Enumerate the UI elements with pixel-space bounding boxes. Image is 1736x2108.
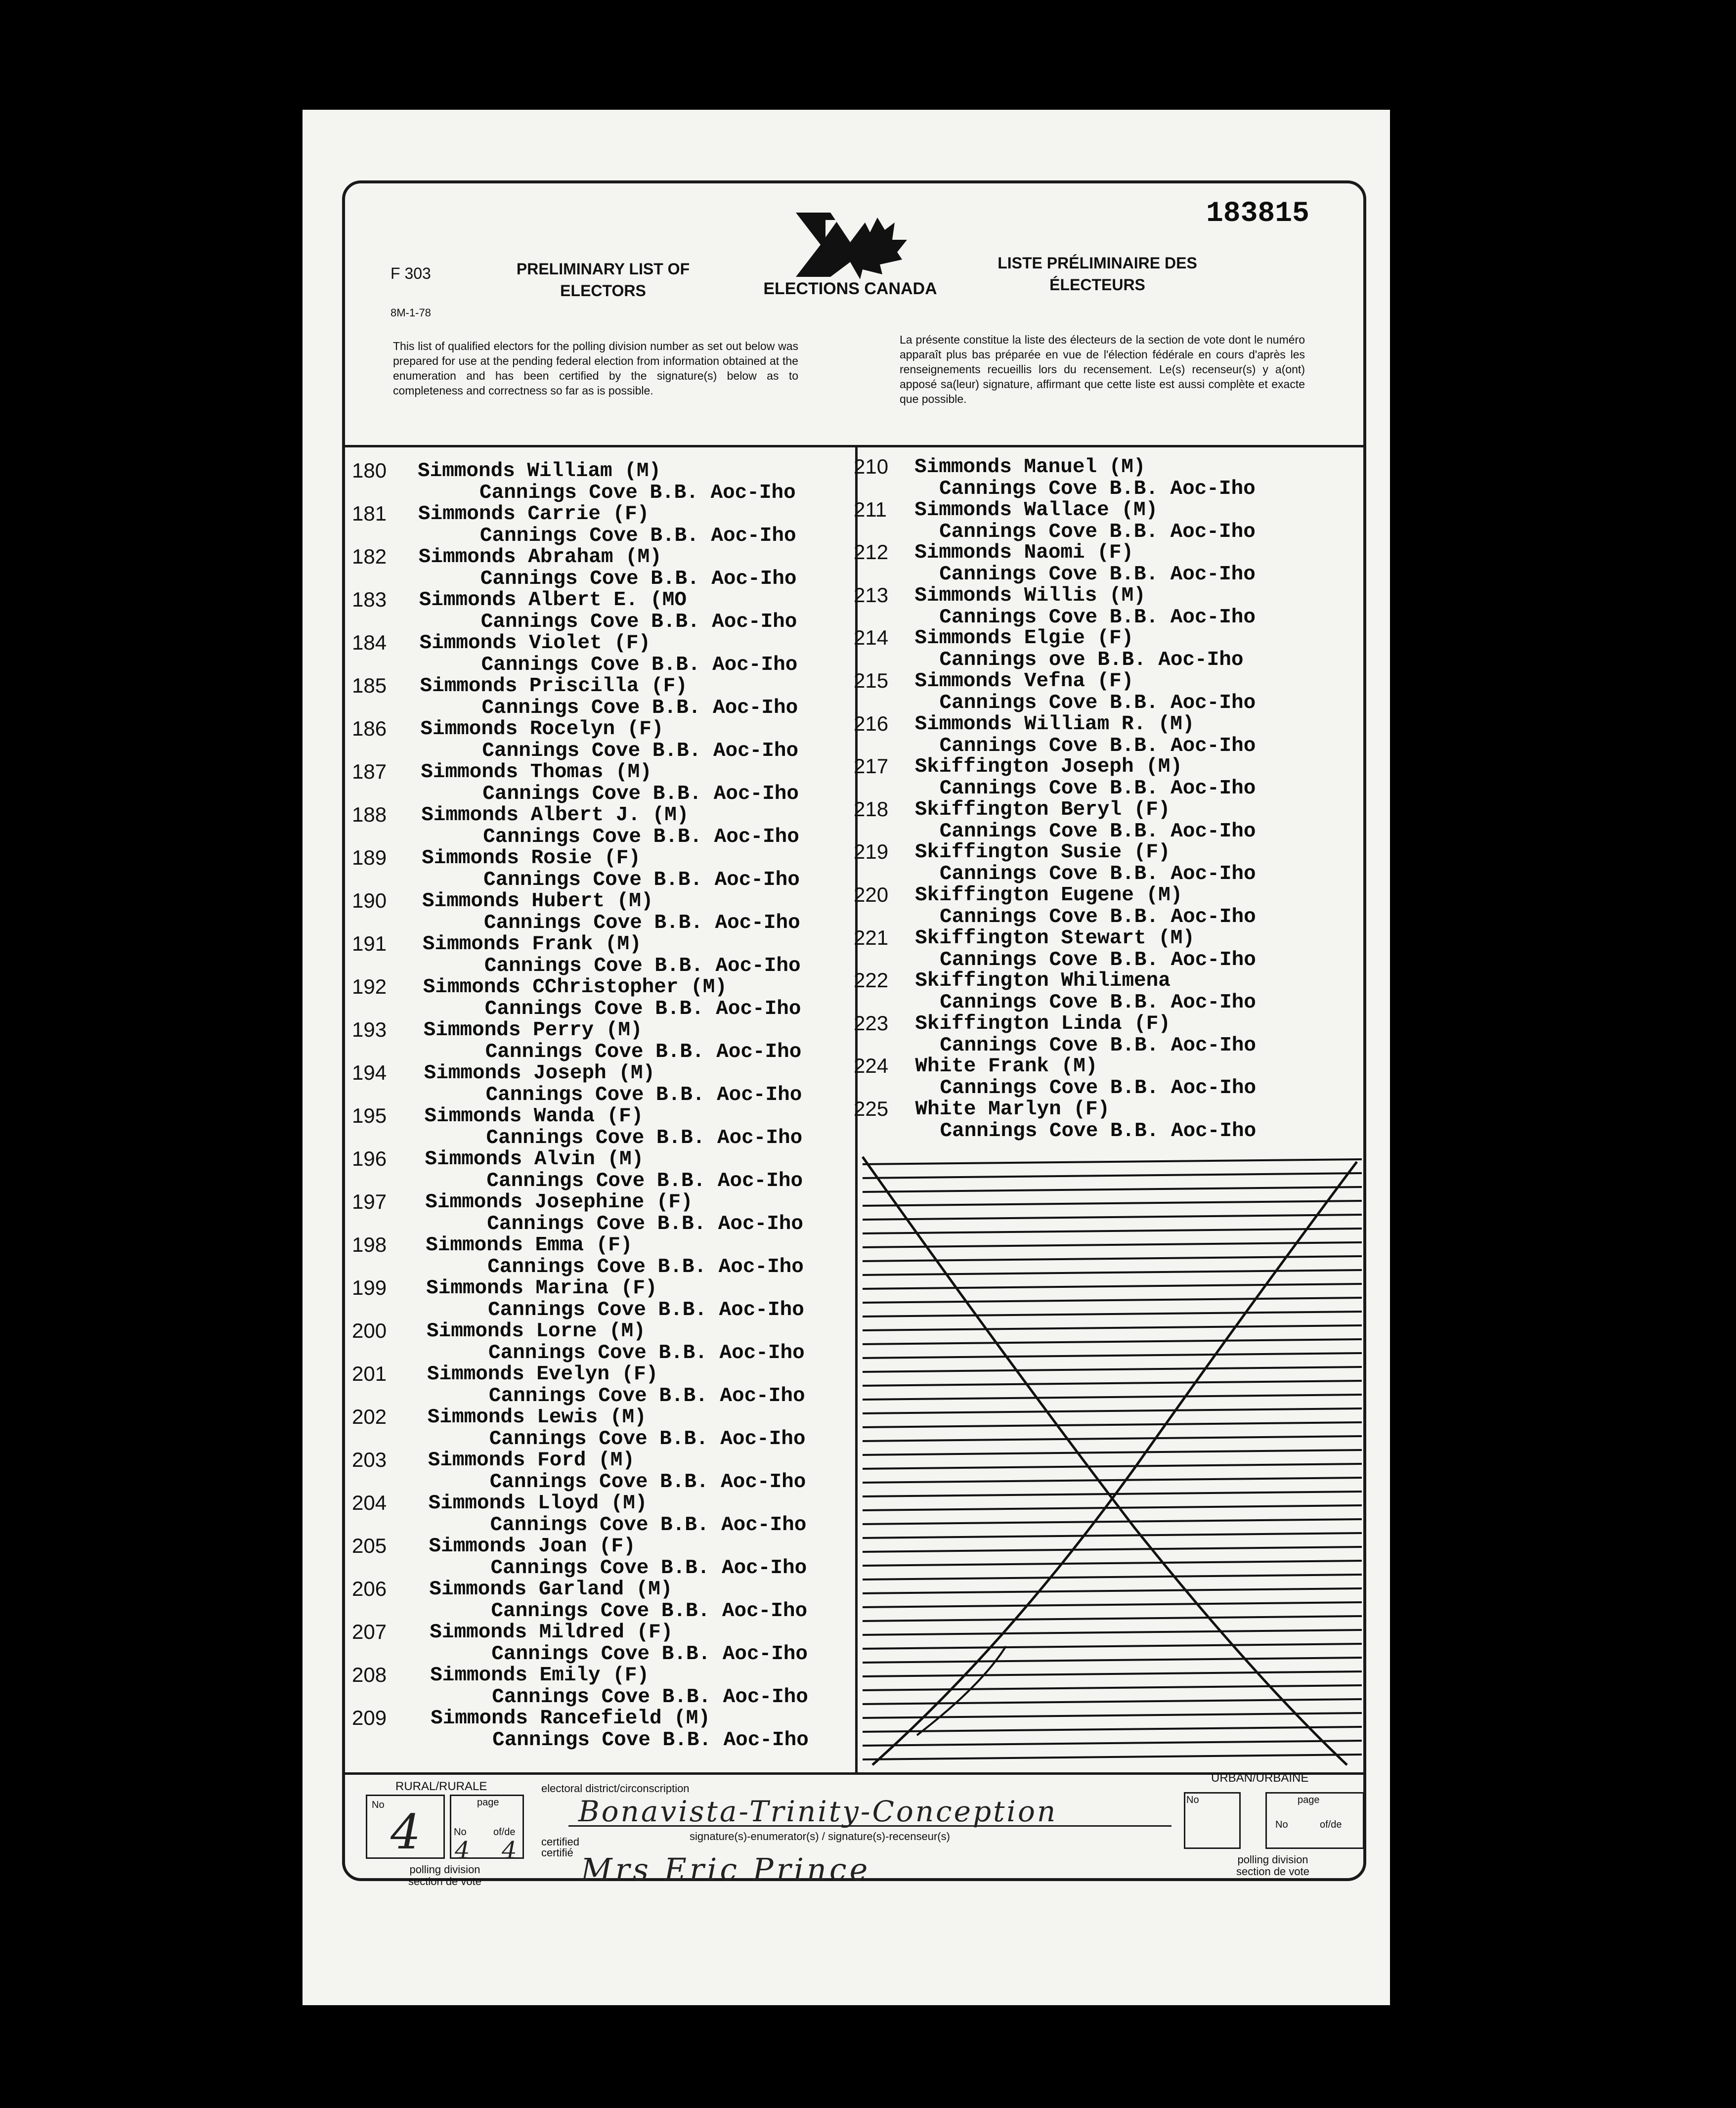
entry-number: 202 <box>352 1405 387 1428</box>
elector-address: Cannings Cove B.B. Aoc-Iho <box>490 1514 807 1537</box>
elector-address: Cannings Cove B.B. Aoc-Iho <box>488 1342 805 1364</box>
elector-name: Simmonds Wanda (F) <box>424 1105 644 1128</box>
urban-label: URBAN/URBAINE <box>1211 1771 1309 1785</box>
urban-page-no-label: No <box>1275 1819 1288 1830</box>
elector-name: Simmonds Emma (F) <box>426 1234 633 1257</box>
elector-name: Skiffington Beryl (F) <box>914 798 1171 821</box>
district-label: electoral district/circonscription <box>541 1782 690 1795</box>
entry-number: 214 <box>854 626 889 650</box>
polling-label-left: polling division section de vote <box>408 1863 481 1888</box>
entry-number: 184 <box>352 631 387 654</box>
cancelled-blank-area <box>858 1152 1367 1772</box>
elector-address: Cannings Cove B.B. Aoc-Iho <box>940 1034 1257 1057</box>
elector-name: Simmonds Frank (M) <box>422 933 642 956</box>
elector-address: Cannings Cove B.B. Aoc-Iho <box>488 1385 805 1407</box>
entry-number: 219 <box>854 840 889 864</box>
elector-address: Cannings Cove B.B. Aoc-Iho <box>482 783 799 805</box>
elector-address: Cannings Cove B.B. Aoc-Iho <box>484 955 801 977</box>
page-of-label: of/de <box>493 1827 516 1838</box>
elector-name: Simmonds Ford (M) <box>428 1449 635 1472</box>
elector-address: Cannings Cove B.B. Aoc-Iho <box>491 1600 808 1623</box>
entry-number: 216 <box>854 711 889 735</box>
elector-address: Cannings Cove B.B. Aoc-Iho <box>482 740 799 762</box>
header-divider <box>345 445 1363 447</box>
entry-number: 212 <box>854 540 889 564</box>
elector-address: Cannings Cove B.B. Aoc-Iho <box>492 1729 809 1752</box>
elector-address: Cannings Cove B.B. Aoc-Iho <box>940 991 1256 1014</box>
elector-address: Cannings Cove B.B. Aoc-Iho <box>484 912 800 934</box>
entry-number: 191 <box>352 932 387 955</box>
entry-number: 211 <box>854 497 887 521</box>
entry-number: 213 <box>854 583 889 607</box>
elector-address: Cannings Cove B.B. Aoc-Iho <box>939 820 1256 843</box>
title-en: PRELIMINARY LIST OF ELECTORS <box>516 260 690 300</box>
elector-name: Simmonds Abraham (M) <box>418 546 662 569</box>
polling-number: 4 <box>391 1804 421 1860</box>
elector-address: Cannings Cove B.B. Aoc-Iho <box>939 863 1256 886</box>
urban-page-label: page <box>1298 1795 1320 1805</box>
elector-address: Cannings Cove B.B. Aoc-Iho <box>939 478 1256 500</box>
serial-number: 183815 <box>1206 198 1309 230</box>
entry-number: 207 <box>352 1620 387 1643</box>
elector-name: Simmonds Joan (F) <box>429 1535 636 1558</box>
elector-address: Cannings Cove B.B. Aoc-Iho <box>479 482 796 504</box>
entry-number: 197 <box>352 1190 387 1213</box>
entry-number: 187 <box>352 760 387 783</box>
entry-number: 195 <box>352 1104 387 1127</box>
elector-name: Simmonds Elgie (F) <box>914 627 1134 650</box>
elector-address: Cannings Cove B.B. Aoc-Iho <box>479 525 796 547</box>
elector-address: Cannings Cove B.B. Aoc-Iho <box>480 611 797 633</box>
entry-number: 183 <box>352 588 387 611</box>
page-label: page <box>477 1797 499 1808</box>
entry-number: 189 <box>352 846 387 869</box>
entry-number: 186 <box>352 717 387 740</box>
elector-address: Cannings Cove B.B. Aoc-Iho <box>492 1686 808 1709</box>
elector-name: Simmonds Josephine (F) <box>425 1191 693 1214</box>
entry-number: 203 <box>352 1448 387 1471</box>
elector-address: Cannings Cove B.B. Aoc-Iho <box>486 1127 803 1149</box>
elector-address: Cannings Cove B.B. Aoc-Iho <box>939 692 1256 714</box>
page-total: 4 <box>502 1837 517 1864</box>
entry-number: 209 <box>352 1706 387 1729</box>
urban-page-of-label: of/de <box>1320 1819 1342 1830</box>
entry-number: 224 <box>854 1054 889 1078</box>
elector-name: Simmonds Mildred (F) <box>430 1621 673 1644</box>
elector-address: Cannings Cove B.B. Aoc-Iho <box>939 520 1256 543</box>
entry-number: 193 <box>352 1018 387 1041</box>
elector-address: Cannings Cove B.B. Aoc-Iho <box>939 734 1256 757</box>
elector-address: Cannings Cove B.B. Aoc-Iho <box>487 1256 804 1278</box>
title-fr: LISTE PRÉLIMINAIRE DES ÉLECTEURS <box>998 254 1197 294</box>
entry-number: 218 <box>854 797 889 821</box>
elector-name: White Marlyn (F) <box>915 1098 1110 1121</box>
elector-name: Simmonds Lewis (M) <box>427 1406 647 1429</box>
entry-number: 220 <box>854 883 889 906</box>
elector-name: Simmonds Priscilla (F) <box>420 675 688 698</box>
elector-address: Cannings Cove B.B. Aoc-Iho <box>485 1084 802 1106</box>
elector-name: Simmonds Emily (F) <box>430 1664 650 1687</box>
elector-address: Cannings Cove B.B. Aoc-Iho <box>488 1299 804 1321</box>
elector-address: Cannings ove B.B. Aoc-Iho <box>939 649 1244 672</box>
entry-number: 205 <box>352 1534 387 1557</box>
page-no-label: No <box>454 1827 467 1838</box>
entry-number: 200 <box>352 1319 387 1342</box>
elector-address: Cannings Cove B.B. Aoc-Iho <box>489 1471 806 1493</box>
entry-number: 198 <box>352 1233 387 1256</box>
elector-name: Simmonds Rocelyn (F) <box>420 718 664 741</box>
elector-address: Cannings Cove B.B. Aoc-Iho <box>486 1170 803 1192</box>
elector-name: Simmonds Garland (M) <box>429 1578 673 1601</box>
elector-name: Simmonds Carrie (F) <box>418 503 650 526</box>
elector-address: Cannings Cove B.B. Aoc-Iho <box>489 1428 806 1450</box>
elector-address: Cannings Cove B.B. Aoc-Iho <box>484 998 801 1020</box>
entry-number: 215 <box>854 669 889 692</box>
entry-number: 223 <box>854 1011 889 1035</box>
elector-name: Simmonds Evelyn (F) <box>427 1363 658 1386</box>
elector-name: Simmonds Alvin (M) <box>425 1148 644 1171</box>
entry-number: 225 <box>854 1097 889 1120</box>
footer-divider <box>345 1772 1363 1775</box>
elector-name: Skiffington Stewart (M) <box>915 926 1195 950</box>
urban-no-label: No <box>1186 1795 1199 1805</box>
notice-fr: La présente constitue la liste des électeurs de la section de vote dont le numéro apparaît plus bas préparée en vue de l'élection fédérale en cours d'après les renseignements recueillis lors du recensement. Le(s) recenseur(s) y a(ont) apposé sa(leur) signature, affirmant que cette liste est aussi complète et exacte que possible. <box>900 333 1305 405</box>
elector-name: Simmonds William R. (M) <box>914 712 1195 736</box>
certified-label: certified certifié <box>541 1836 580 1859</box>
elector-name: Simmonds Manuel (M) <box>914 456 1146 479</box>
elector-name: Simmonds Rosie (F) <box>422 847 641 870</box>
entry-number: 188 <box>352 803 387 826</box>
elector-address: Cannings Cove B.B. Aoc-Iho <box>940 1120 1257 1142</box>
elector-address: Cannings Cove B.B. Aoc-Iho <box>939 777 1256 800</box>
entry-number: 190 <box>352 889 387 912</box>
elector-address: Cannings Cove B.B. Aoc-Iho <box>481 697 798 719</box>
elector-name: Simmonds Albert J. (M) <box>421 804 689 827</box>
polling-label-right: polling division section de vote <box>1236 1853 1309 1878</box>
elector-address: Cannings Cove B.B. Aoc-Iho <box>483 869 800 891</box>
elector-name: White Frank (M) <box>915 1055 1098 1078</box>
elector-name: Simmonds Willis (M) <box>914 584 1146 607</box>
elector-address: Cannings Cove B.B. Aoc-Iho <box>491 1643 808 1666</box>
elector-name: Skiffington Joseph (M) <box>914 755 1182 779</box>
elector-address: Cannings Cove B.B. Aoc-Iho <box>481 654 798 676</box>
elector-address: Cannings Cove B.B. Aoc-Iho <box>940 948 1256 971</box>
elector-name: Simmonds Joseph (M) <box>424 1062 655 1085</box>
elector-address: Cannings Cove B.B. Aoc-Iho <box>487 1213 804 1235</box>
entry-number: 217 <box>854 754 889 778</box>
elector-name: Simmonds William (M) <box>418 460 661 483</box>
polling-no-label: No <box>372 1800 385 1810</box>
elector-name: Simmonds Wallace (M) <box>914 498 1158 522</box>
entry-number: 210 <box>854 455 889 478</box>
elector-name: Simmonds Lloyd (M) <box>428 1492 648 1515</box>
entry-number: 181 <box>352 502 387 525</box>
entry-number: 199 <box>352 1276 387 1299</box>
entry-number: 201 <box>352 1362 387 1385</box>
entry-number: 194 <box>352 1061 387 1084</box>
elector-name: Simmonds Albert E. (MO <box>419 589 687 612</box>
elector-address: Cannings Cove B.B. Aoc-Iho <box>939 563 1256 586</box>
entry-number: 192 <box>352 975 387 998</box>
elector-address: Cannings Cove B.B. Aoc-Iho <box>940 906 1256 928</box>
elector-name: Simmonds Lorne (M) <box>427 1320 646 1343</box>
elector-address: Cannings Cove B.B. Aoc-Iho <box>490 1557 807 1580</box>
entry-number: 182 <box>352 545 387 568</box>
entry-number: 208 <box>352 1663 387 1686</box>
elector-name: Skiffington Eugene (M) <box>915 884 1183 907</box>
enumerator-signature: Mrs Eric Prince <box>581 1851 871 1888</box>
elector-name: Skiffington Linda (F) <box>915 1012 1171 1035</box>
elector-name: Skiffington Whilimena <box>915 969 1171 993</box>
form-code: F 303 <box>391 264 431 282</box>
elector-name: Simmonds Thomas (M) <box>421 761 652 784</box>
entry-number: 185 <box>352 674 387 697</box>
rural-label: RURAL/RURALE <box>395 1780 487 1793</box>
entry-number: 221 <box>854 925 889 949</box>
elector-address: Cannings Cove B.B. Aoc-Iho <box>940 1077 1257 1100</box>
elector-name: Simmonds Perry (M) <box>423 1019 643 1042</box>
elector-name: Simmonds Naomi (F) <box>914 541 1134 565</box>
entry-number: 196 <box>352 1147 387 1170</box>
elector-address: Cannings Cove B.B. Aoc-Iho <box>485 1041 802 1063</box>
elector-name: Simmonds Vefna (F) <box>914 670 1134 693</box>
entry-number: 204 <box>352 1491 387 1514</box>
elector-address: Cannings Cove B.B. Aoc-Iho <box>483 826 799 848</box>
elector-name: Simmonds Violet (F) <box>419 632 651 655</box>
elections-canada-logo <box>763 213 937 311</box>
elector-address: Cannings Cove B.B. Aoc-Iho <box>939 606 1256 629</box>
entry-number: 206 <box>352 1577 387 1600</box>
notice-en: This list of qualified electors for the polling division number as set out below was prepared for use at the pending federal election from information obtained at the enumeration and has been certified by the signature(s) below as to completeness and correctness so far as is possible. <box>393 340 798 397</box>
elector-name: Simmonds Hubert (M) <box>422 890 653 913</box>
elector-name: Simmonds Marina (F) <box>426 1277 657 1300</box>
elector-name: Skiffington Susie (F) <box>914 841 1171 864</box>
elector-address: Cannings Cove B.B. Aoc-Iho <box>480 568 797 590</box>
elector-name: Simmonds Rancefield (M) <box>431 1707 710 1730</box>
electoral-district: Bonavista-Trinity-Conception <box>578 1795 1058 1828</box>
page-number: 4 <box>455 1837 470 1864</box>
elector-name: Simmonds CChristopher (M) <box>423 976 727 999</box>
signature-label: signature(s)-enumerator(s) / signature(s)-recenseur(s) <box>690 1830 950 1843</box>
date-code: 8M-1-78 <box>391 307 431 319</box>
logo-text: ELECTIONS CANADA <box>763 279 937 298</box>
entry-number: 180 <box>352 459 387 482</box>
entry-number: 222 <box>854 968 889 992</box>
